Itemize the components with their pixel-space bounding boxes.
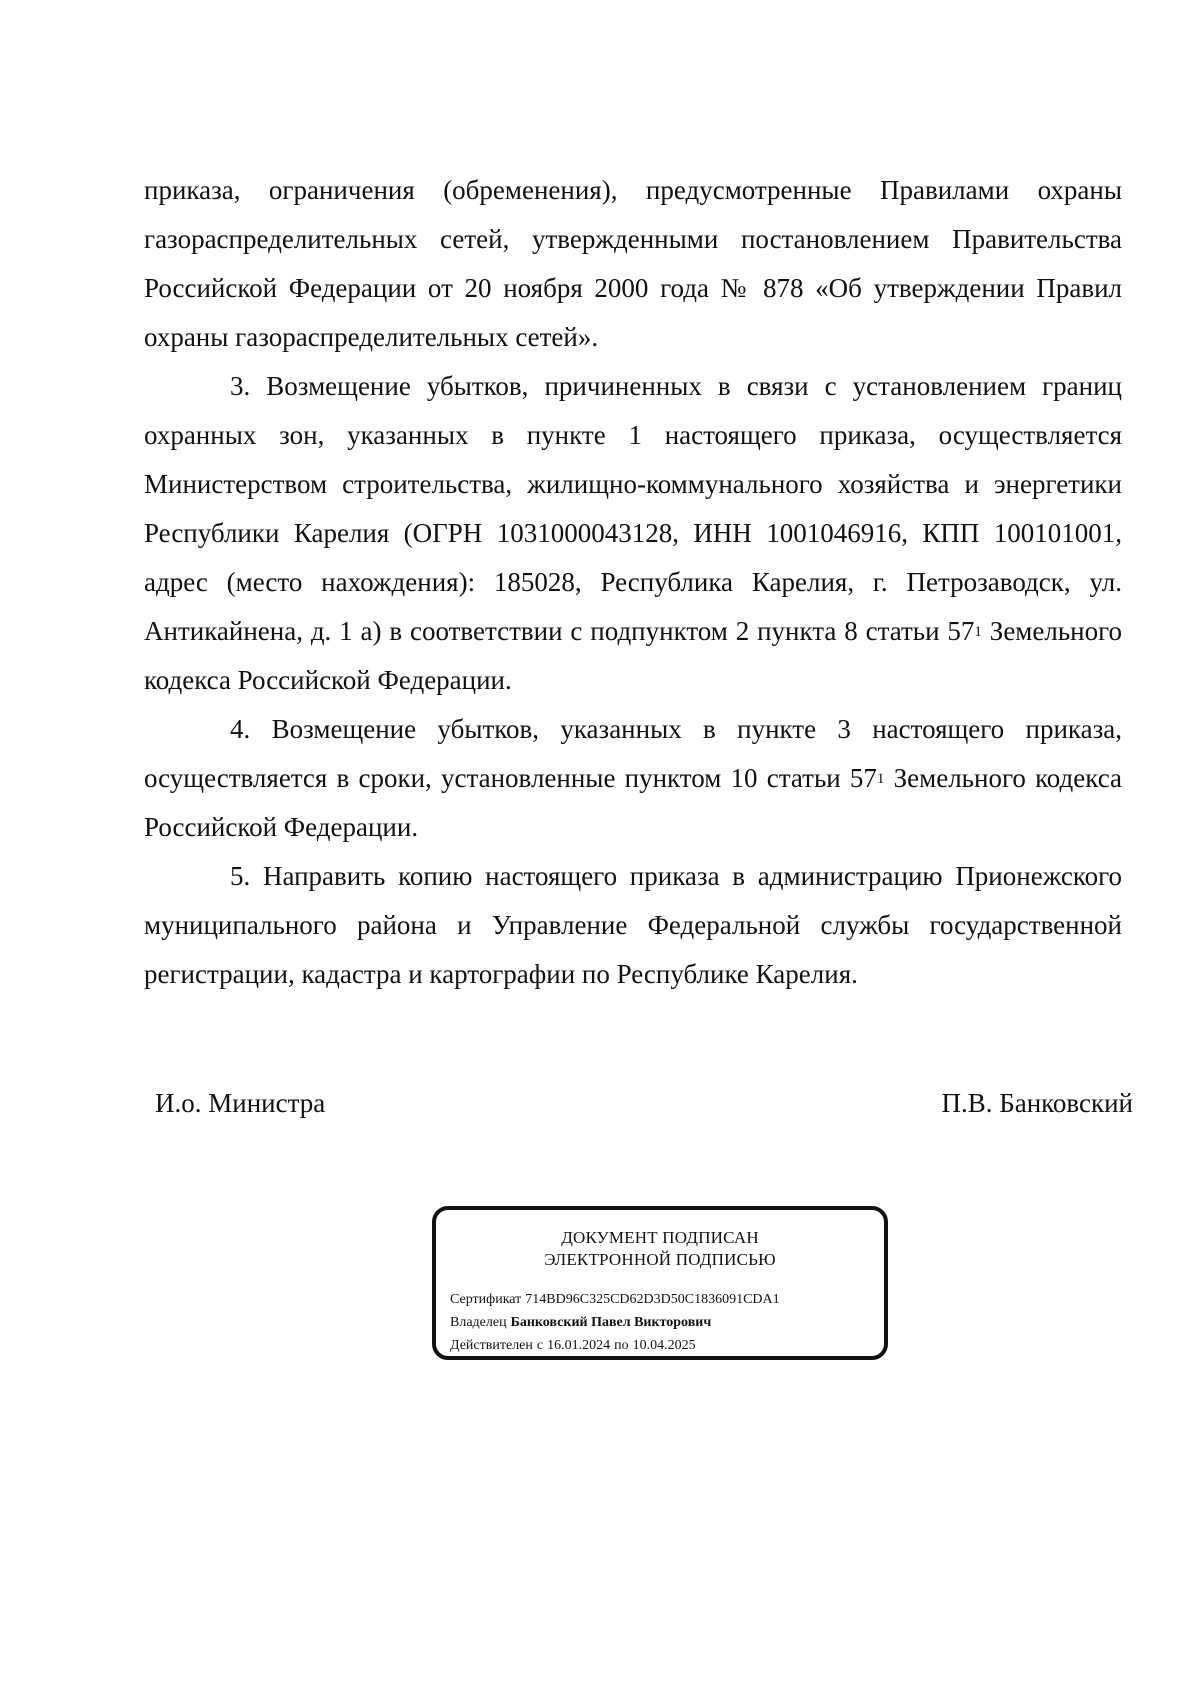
paragraph-continuation — [144, 166, 1122, 362]
stamp-title-line-2: ЭЛЕКТРОННОЙ ПОДПИСЬЮ — [544, 1250, 776, 1269]
signatory-name: П.В. Банковский — [941, 1088, 1133, 1118]
paragraph-item-3 — [144, 362, 1122, 705]
stamp-title — [436, 1227, 884, 1271]
signature-row — [155, 1085, 1133, 1121]
certificate-label: Сертификат — [450, 1292, 522, 1307]
stamp-certificate — [450, 1288, 780, 1311]
superscript: 1 — [974, 624, 982, 640]
paragraph-text: приказа, ограничения (обременения), предусмотренные Правилами охраны газораспределительных сетей, утвержденными постановлением Правительства Российской Федерации от 20 ноября 2000 года № 878 «Об утверждении Правил охраны газораспределительных сетей». — [144, 175, 1122, 352]
superscript: 1 — [876, 771, 885, 787]
owner-label: Владелец — [450, 1315, 507, 1330]
paragraph-item-5 — [144, 852, 1122, 999]
paragraph-text: 3. Возмещение убытков, причиненных в связи с установлением границ охранных зон, указанных в пункте 1 настоящего приказа, осуществляется Министерством строительства, жилищно-коммунального хозяйства и энергетики Республики Карелия (ОГРН 1031000043128, ИНН 1001046916, КПП 100101001, адрес (место нахождения): 185028, Республика Карелия, г. Петрозаводск, ул. Антикайнена, д. 1 а) в соответствии с подпунктом 2 пункта 8 статьи 57 — [144, 371, 1122, 646]
valid-label: Действителен — [450, 1338, 533, 1353]
paragraph-item-4 — [144, 705, 1122, 852]
document-body — [144, 166, 1122, 999]
owner-value: Банковский Павел Викторович — [510, 1315, 712, 1330]
certificate-value: 714BD96C325CD62D3D50C1836091CDA1 — [525, 1292, 780, 1307]
paragraph-tail: Земельного кодекса Российской Федерации. — [144, 616, 1123, 695]
stamp-owner — [450, 1311, 780, 1334]
valid-to: 10.04.2025 — [632, 1338, 696, 1353]
electronic-signature-stamp — [432, 1206, 888, 1360]
signatory-position: И.о. Министра — [155, 1088, 326, 1118]
paragraph-text: 4. Возмещение убытков, указанных в пункте 3 настоящего приказа, осуществляется в сроки, установленные пунктом 10 статьи 57 — [144, 714, 1122, 793]
stamp-title-line-1: ДОКУМЕНТ ПОДПИСАН — [561, 1228, 759, 1247]
stamp-validity — [450, 1334, 780, 1357]
stamp-details — [450, 1288, 780, 1357]
valid-to-label: по — [614, 1338, 629, 1353]
valid-from: 16.01.2024 — [547, 1338, 611, 1353]
paragraph-text: 5. Направить копию настоящего приказа в администрацию Прионежского муниципального района и Управление Федеральной службы государственной регистрации, кадастра и картографии по Республике Карелия. — [144, 861, 1122, 989]
paragraph-tail: Земельного кодекса Российской Федерации. — [144, 763, 1122, 842]
valid-from-label: с — [536, 1338, 544, 1353]
